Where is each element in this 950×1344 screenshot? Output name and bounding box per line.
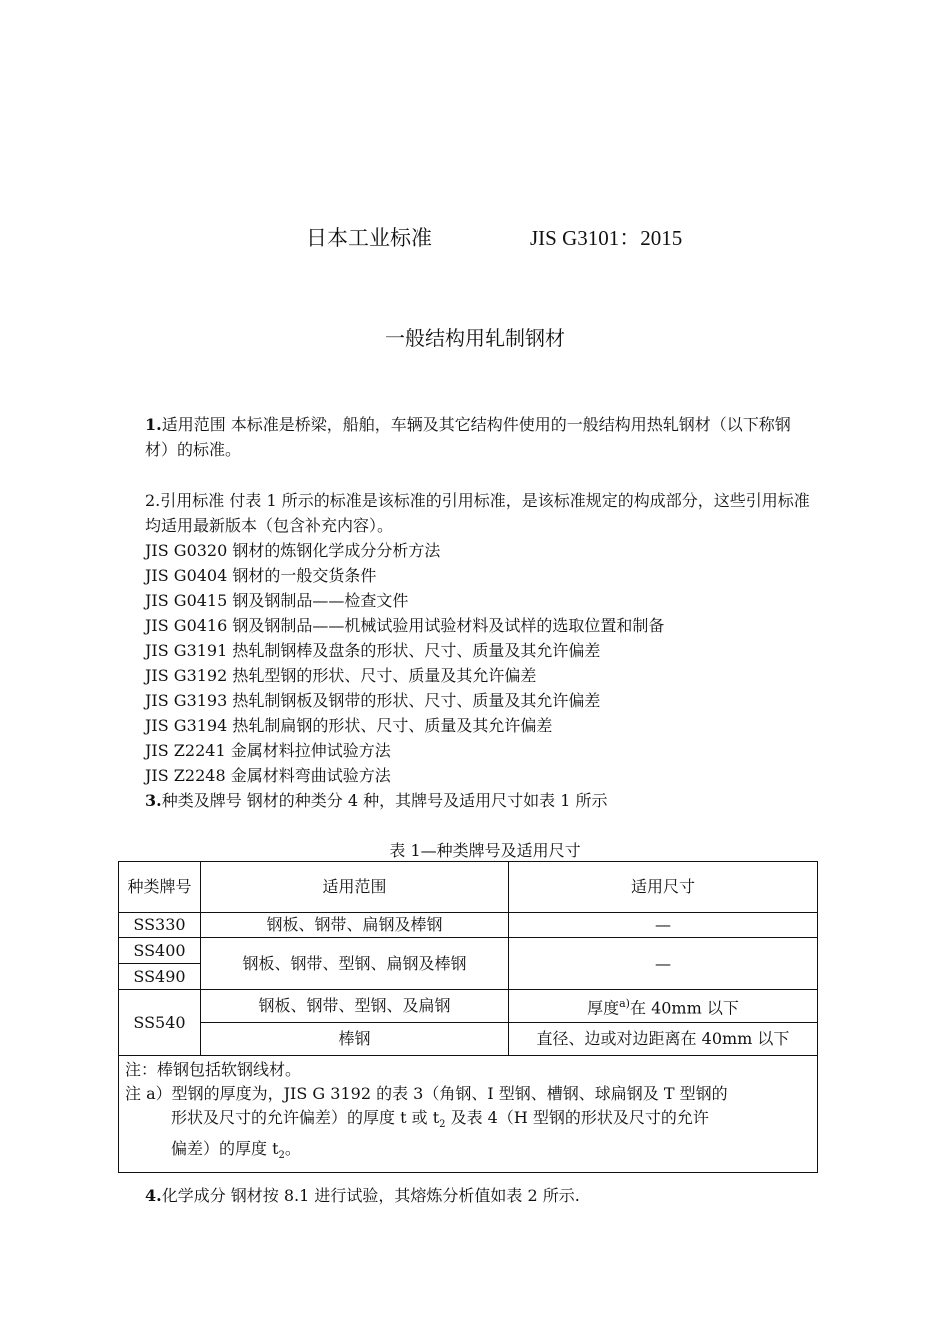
subscript: 2 <box>278 1150 285 1162</box>
section-1 <box>145 412 810 462</box>
note-text: 及表 4（H 型钢的形状及尺寸的允许 <box>445 1108 709 1127</box>
size-cell: — <box>509 938 818 990</box>
table-row <box>119 1023 818 1056</box>
reference-item: JIS G3191 热轧制钢棒及盘条的形状、尺寸、质量及其允许偏差 <box>145 641 601 660</box>
document-subtitle: 一般结构用轧制钢材 <box>385 326 565 350</box>
grade-cell: SS490 <box>119 964 201 990</box>
table-row <box>119 990 818 1023</box>
section-2-intro: 2.引用标准 付表 1 所示的标准是该标准的引用标准，是该标准规定的构成部分，这些引用标准均适用最新版本（包含补充内容）。 <box>145 491 810 535</box>
section-3-text: 种类及牌号 钢材的种类分 4 种，其牌号及适用尺寸如表 1 所示 <box>161 791 608 810</box>
header-size: 适用尺寸 <box>509 862 818 913</box>
table-1 <box>118 861 818 1173</box>
size-text: 厚度 <box>587 998 620 1018</box>
header-scope: 适用范围 <box>201 862 509 913</box>
section-3-number: 3. <box>145 791 162 810</box>
size-cell <box>509 990 818 1023</box>
section-1-text: 适用范围 本标准是桥梁，船舶，车辆及其它结构件使用的一般结构用热轧钢材（以下称钢材）的标准。 <box>145 415 791 459</box>
scope-cell: 钢板、钢带、扁钢及棒钢 <box>201 913 509 938</box>
reference-item: JIS G0404 钢材的一般交货条件 <box>145 566 377 585</box>
size-text: 在 40mm 以下 <box>629 998 739 1018</box>
section-1-number: 1. <box>145 415 162 434</box>
reference-item: JIS G3194 热轧制扁钢的形状、尺寸、质量及其允许偏差 <box>145 716 553 735</box>
section-4-number: 4. <box>145 1186 162 1205</box>
reference-item: JIS G3192 热轧型钢的形状、尺寸、质量及其允许偏差 <box>145 666 537 685</box>
standard-number: JIS G3101：2015 <box>530 226 683 250</box>
note-1: 注：棒钢包括软钢线材。 <box>125 1060 302 1079</box>
note-text: 形状及尺寸的允许偏差）的厚度 t 或 t <box>171 1108 440 1127</box>
table-header-row <box>119 862 818 913</box>
scope-cell: 钢板、钢带、型钢、扁钢及棒钢 <box>201 938 509 990</box>
header-grade: 种类牌号 <box>119 862 201 913</box>
scope-cell: 棒钢 <box>201 1023 509 1056</box>
scope-cell: 钢板、钢带、型钢、及扁钢 <box>201 990 509 1023</box>
note-2-line-3 <box>125 1137 811 1168</box>
table-row <box>119 938 818 964</box>
note-2-line-2 <box>125 1106 811 1137</box>
note-text: 偏差）的厚度 t <box>171 1139 279 1159</box>
footnote-marker: a) <box>619 996 630 1010</box>
size-cell: — <box>509 913 818 938</box>
note-text: 。 <box>284 1139 301 1159</box>
table-1-caption: 表 1—种类牌号及适用尺寸 <box>389 841 581 860</box>
reference-item: JIS G3193 热轧制钢板及钢带的形状、尺寸、质量及其允许偏差 <box>145 691 601 710</box>
section-4-text: 化学成分 钢材按 8.1 进行试验，其熔炼分析值如表 2 所示. <box>161 1186 580 1205</box>
grade-cell: SS400 <box>119 938 201 964</box>
table-row <box>119 913 818 938</box>
size-cell: 直径、边或对边距离在 40mm 以下 <box>509 1023 818 1056</box>
table-notes <box>119 1056 818 1173</box>
reference-item: JIS G0320 钢材的炼钢化学成分分析方法 <box>145 541 441 560</box>
table-notes-row <box>119 1056 818 1173</box>
reference-item: JIS G0415 钢及钢制品——检查文件 <box>145 591 409 610</box>
document-title: 日本工业标准 <box>306 226 432 250</box>
reference-item: JIS Z2248 金属材料弯曲试验方法 <box>145 766 391 785</box>
section-3 <box>145 788 608 813</box>
grade-cell: SS540 <box>119 990 201 1056</box>
section-4 <box>145 1183 580 1208</box>
note-2-line-1: 注 a）型钢的厚度为，JIS G 3192 的表 3（角钢、I 型钢、槽钢、球扁钢及 T 型钢的 <box>125 1084 728 1103</box>
grade-cell: SS330 <box>119 913 201 938</box>
subscript: 2 <box>439 1119 446 1131</box>
reference-item: JIS G0416 钢及钢制品——机械试验用试验材料及试样的选取位置和制备 <box>145 616 665 635</box>
reference-item: JIS Z2241 金属材料拉伸试验方法 <box>145 741 391 760</box>
